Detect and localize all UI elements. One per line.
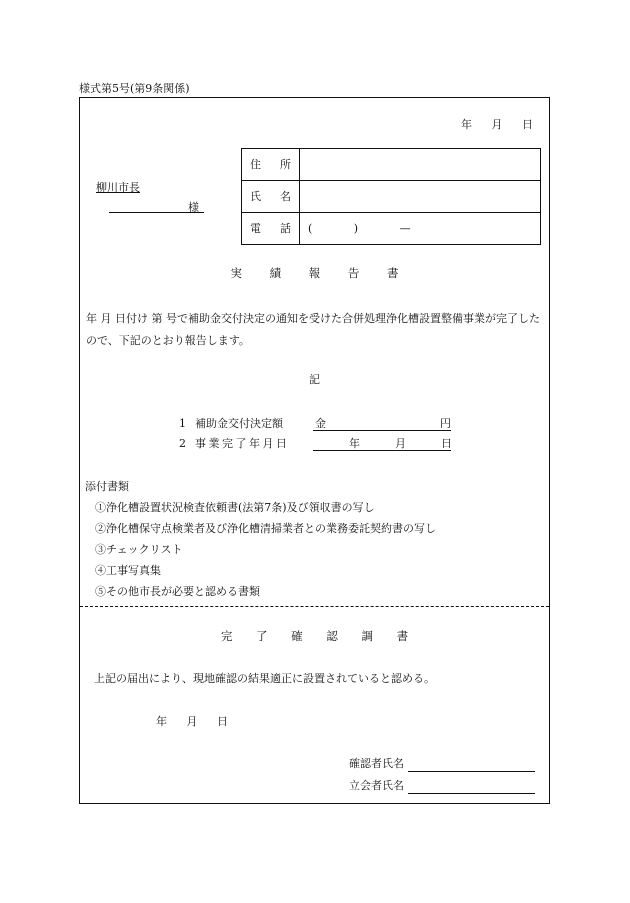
witness-name-label: 立会者氏名: [349, 779, 404, 792]
item-1-label: 補助金交付決定額: [195, 417, 283, 430]
confirmer-name-label: 確認者氏名: [349, 757, 404, 770]
attachment-item: ②浄化槽保守点検業者及び浄化槽清掃業者との業務委託契約書の写し: [95, 522, 436, 535]
name-label: 氏 名: [242, 181, 300, 212]
form-frame: [79, 97, 550, 804]
phone-value: ( ) —: [308, 222, 411, 235]
confirmation-title: 完 了 確 認 調 書: [220, 629, 409, 643]
item-1-suffix: 円: [440, 417, 451, 430]
item-1-prefix: 金: [315, 417, 326, 430]
item-1-amount-field: [313, 418, 451, 431]
name-row: [242, 180, 540, 212]
ki-heading: 記: [309, 373, 320, 386]
confirmer-signature-line: [408, 771, 535, 772]
item-2-month: 月: [395, 437, 406, 450]
attachment-item: ④工事写真集: [95, 564, 161, 577]
report-body-text: 年 月 日付け 第 号で補助金交付決定の通知を受けた合併処理浄化槽設置整備事業が完了したので、下記のとおり報告します。: [86, 312, 540, 347]
address-label: 住 所: [242, 149, 300, 180]
confirmation-date: 年 月 日: [156, 715, 228, 728]
phone-row: [242, 212, 540, 244]
recipient-name: 柳川市長: [96, 181, 140, 194]
applicant-info-table: [241, 148, 541, 245]
item-1-number: 1: [179, 417, 186, 430]
item-2-date-field: [313, 438, 451, 451]
attachments-heading: 添付書類: [85, 480, 129, 493]
phone-label: 電 話: [242, 213, 300, 244]
report-title: 実 績 報 告 書: [230, 266, 399, 280]
item-2-year: 年: [349, 437, 360, 450]
item-2-number: 2: [179, 437, 186, 450]
attachment-item: ③チェックリスト: [95, 543, 183, 556]
submission-date: 年 月 日: [461, 118, 533, 131]
section-divider: [80, 606, 549, 607]
item-2-label: 事業完了年月日: [195, 437, 290, 450]
attachment-item: ①浄化槽設置状況検査依頼書(法第7条)及び領収書の写し: [95, 501, 375, 514]
address-row: [242, 149, 540, 180]
witness-signature-line: [408, 793, 535, 794]
recipient-honorific: 様: [188, 201, 199, 214]
form-number: 様式第5号(第9条関係): [79, 82, 190, 95]
confirmation-text: 上記の届出により、現地確認の結果適正に設置されていると認める。: [94, 672, 435, 685]
attachment-item: ⑤その他市長が必要と認める書類: [95, 585, 260, 598]
item-2-day: 日: [441, 437, 452, 450]
